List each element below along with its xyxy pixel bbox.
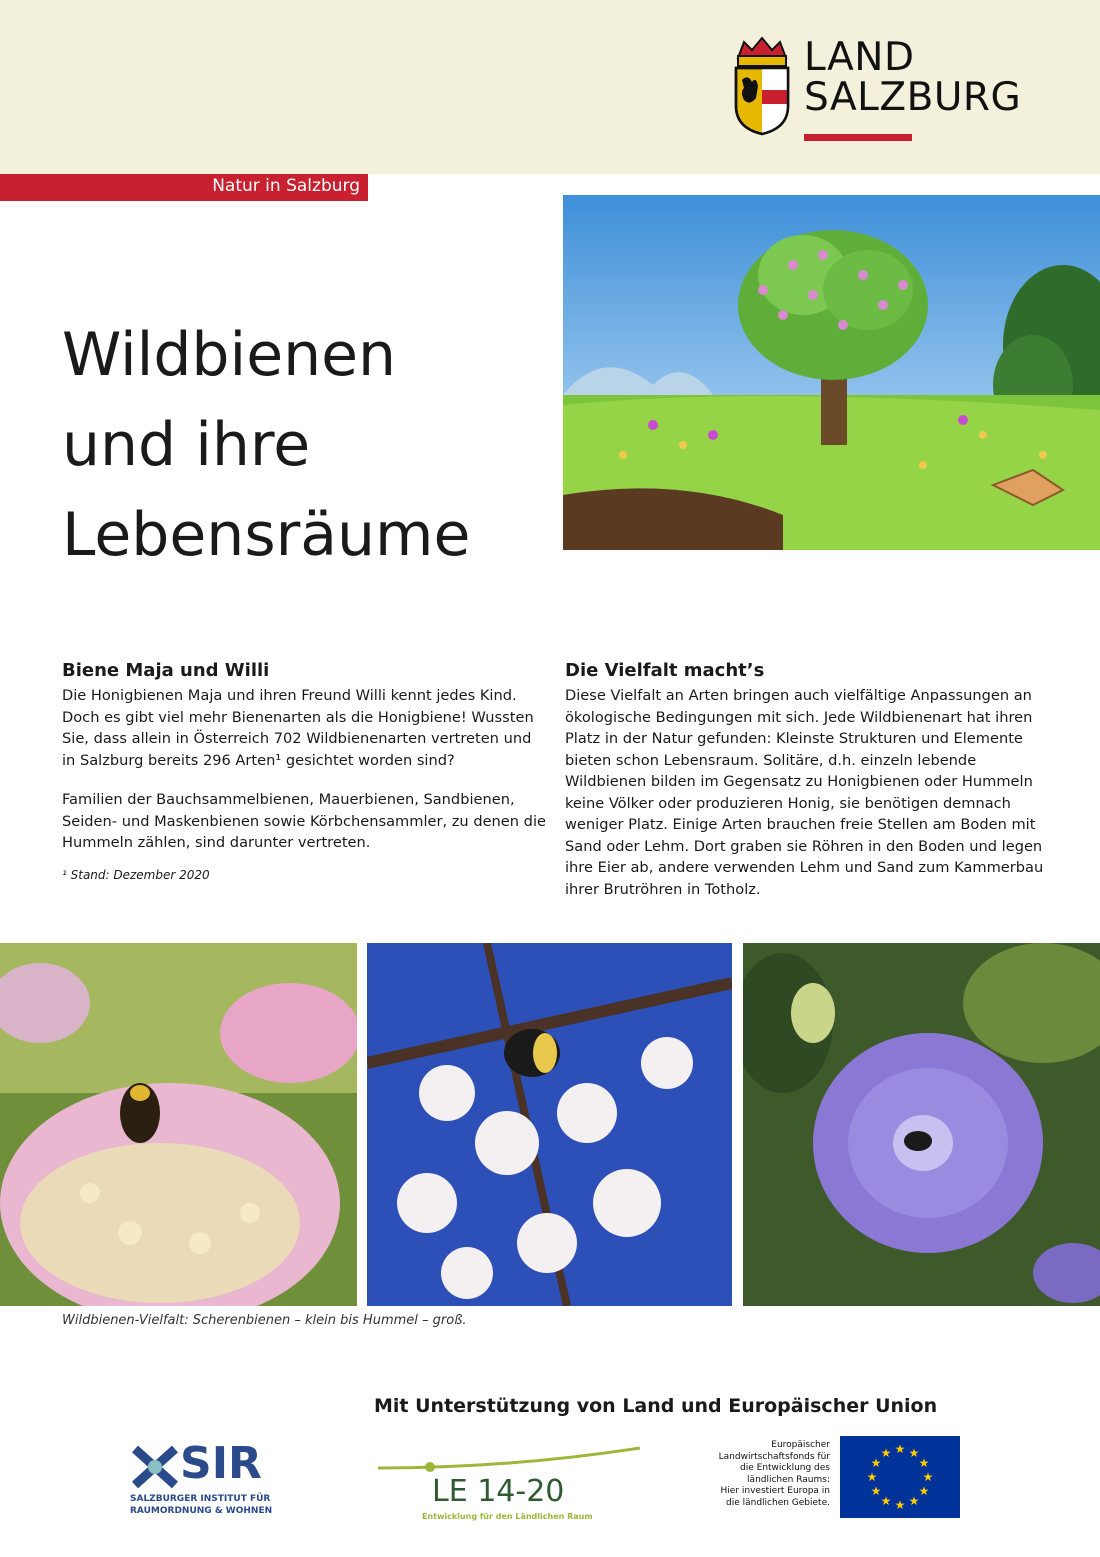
- le-name: LE 14-20: [432, 1474, 565, 1509]
- svg-text:★: ★: [918, 1484, 930, 1498]
- svg-text:★: ★: [870, 1456, 882, 1470]
- svg-text:★: ★: [880, 1494, 892, 1508]
- left-column: [62, 660, 547, 882]
- logo-line-land: LAND: [804, 35, 915, 80]
- le-subtitle: Entwicklung für den Ländlichen Raum: [422, 1512, 593, 1521]
- logo-underline: [804, 134, 912, 141]
- support-heading: Mit Unterstützung von Land und Europäischer Union: [374, 1395, 938, 1417]
- page-title: [62, 310, 470, 580]
- right-paragraph-1: Diese Vielfalt an Arten bringen auch vielfältige Anpassungen an ökologische Bedingungen mit sich. Jede Wildbienenart hat ihren Platz in der Natur gefunden: Kleinste Strukturen und Elemente bieten schon Lebensraum. Solitäre, d.h. einzeln lebende Wildbienen bilden im Gegensatz zu Honigbienen oder Hummeln keine Völker oder produzieren Honig, sie benötigen demnach weniger Platz. Einige Arten brauchen freie Stellen am Boden mit Sand oder Lehm. Dort graben sie Röhren in den Boden und legen ihre Eier ab, andere verwenden Lehm und Sand zum Kammerbau ihrer Brutröhren in Totholz.: [565, 687, 1044, 898]
- sir-icon: [130, 1444, 180, 1490]
- left-paragraph-1: Die Honigbienen Maja und ihren Freund Willi kennt jedes Kind. Doch es gibt viel mehr Bienenarten als die Honigbiene! Wussten Sie, dass allein in Österreich 702 Wildbienenarten vertreten und in Salzburg bereits 296 Arten¹ gesichtet worden sind?: [62, 687, 534, 769]
- land-salzburg-logo: [730, 32, 1050, 152]
- svg-text:★: ★: [894, 1442, 906, 1456]
- category-tag-bar: [0, 174, 368, 201]
- svg-text:★: ★: [908, 1494, 920, 1508]
- title-line-1: Wildbienen: [62, 320, 397, 390]
- logo-line-salzburg: SALZBURG: [804, 75, 1022, 120]
- left-heading: Biene Maja und Willi: [62, 660, 270, 681]
- eu-line-6: die ländlichen Gebiete.: [726, 1497, 830, 1508]
- sir-name: SIR: [180, 1438, 262, 1489]
- eu-line-2: Landwirtschaftsfonds für: [718, 1451, 830, 1462]
- right-heading: Die Vielfalt macht’s: [565, 660, 765, 681]
- sir-line-2: RAUMORDNUNG & WOHNEN: [130, 1506, 273, 1516]
- sir-line-1: SALZBURGER INSTITUT FÜR: [130, 1494, 271, 1504]
- eu-line-1: Europäischer: [771, 1440, 830, 1450]
- eu-line-5: Hier investiert Europa in: [720, 1486, 830, 1496]
- svg-text:★: ★: [908, 1446, 920, 1460]
- eu-flag-icon: [840, 1436, 960, 1518]
- eu-line-4: ländlichen Raums:: [747, 1474, 830, 1485]
- photo-bumblebee-blossoms: [367, 943, 732, 1306]
- eu-line-3: die Entwicklung des: [740, 1463, 830, 1473]
- category-tag: Natur in Salzburg: [212, 176, 360, 196]
- photo-bee-on-sedum: [0, 943, 357, 1306]
- svg-text:★: ★: [880, 1446, 892, 1460]
- sir-logo: [130, 1440, 290, 1520]
- photo-caption: Wildbienen-Vielfalt: Scherenbienen – klein bis Hummel – groß.: [62, 1313, 467, 1328]
- eu-fund-text: [680, 1440, 830, 1509]
- title-line-3: Lebensräume: [62, 500, 471, 570]
- right-column: [565, 660, 1050, 918]
- svg-text:★: ★: [866, 1470, 878, 1484]
- title-line-2: und ihre: [62, 410, 311, 480]
- svg-text:★: ★: [918, 1456, 930, 1470]
- photo-bee-in-geranium: [743, 943, 1100, 1306]
- hero-illustration: [563, 195, 1100, 550]
- left-paragraph-2: Familien der Bauchsammelbienen, Mauerbienen, Sandbienen, Seiden- und Maskenbienen sowie Körbchensammler, zu denen die Hummeln zählen, sind darunter vertreten.: [62, 791, 546, 851]
- svg-text:★: ★: [922, 1470, 934, 1484]
- svg-text:★: ★: [870, 1484, 882, 1498]
- le-14-20-logo: [370, 1440, 660, 1525]
- logo-text: [804, 35, 1022, 120]
- coat-of-arms-icon: [730, 36, 794, 136]
- footnote: ¹ Stand: Dezember 2020: [62, 867, 210, 882]
- svg-text:★: ★: [894, 1498, 906, 1512]
